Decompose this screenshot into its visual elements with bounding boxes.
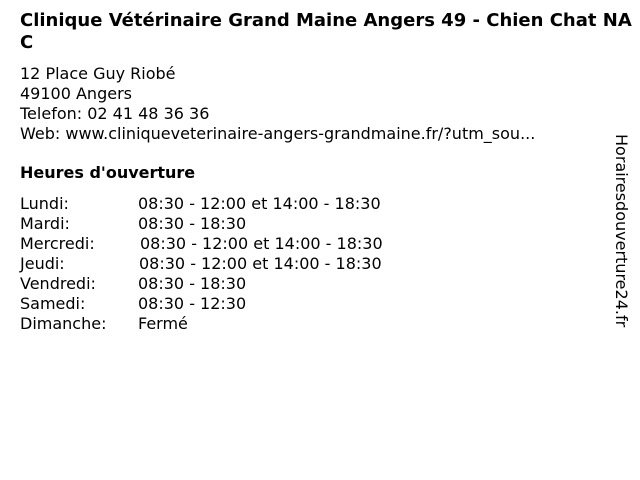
street-address: 12 Place Guy Riobé	[20, 64, 176, 83]
hours-value: 08:30 - 12:00 et 14:00 - 18:30	[140, 234, 383, 253]
hours-value: 08:30 - 18:30	[138, 274, 247, 293]
address-block	[20, 64, 535, 144]
city-address: 49100 Angers	[20, 84, 132, 103]
source-watermark: Horairesdouverture24.fr	[612, 134, 631, 328]
hours-value: 08:30 - 12:00 et 14:00 - 18:30	[139, 254, 382, 273]
day-label: Lundi:	[20, 194, 69, 213]
day-label: Mardi:	[20, 214, 70, 233]
hours-value: 08:30 - 12:00 et 14:00 - 18:30	[138, 194, 381, 213]
hours-value: Fermé	[138, 314, 188, 333]
clinic-title: Clinique Vétérinaire Grand Maine Angers 49 - Chien Chat NAC	[20, 10, 632, 53]
day-label: Dimanche:	[20, 314, 107, 333]
phone-number: Telefon: 02 41 48 36 36	[20, 104, 210, 123]
hours-value: 08:30 - 12:30	[138, 294, 247, 313]
day-label: Mercredi:	[20, 234, 95, 253]
day-label: Vendredi:	[20, 274, 96, 293]
hours-value: 08:30 - 18:30	[138, 214, 247, 233]
day-label: Samedi:	[20, 294, 86, 313]
opening-hours-heading: Heures d'ouverture	[20, 163, 196, 182]
website-link[interactable]: Web: www.cliniqueveterinaire-angers-grandmaine.fr/?utm_sou...	[20, 124, 536, 143]
day-label: Jeudi:	[20, 254, 65, 273]
